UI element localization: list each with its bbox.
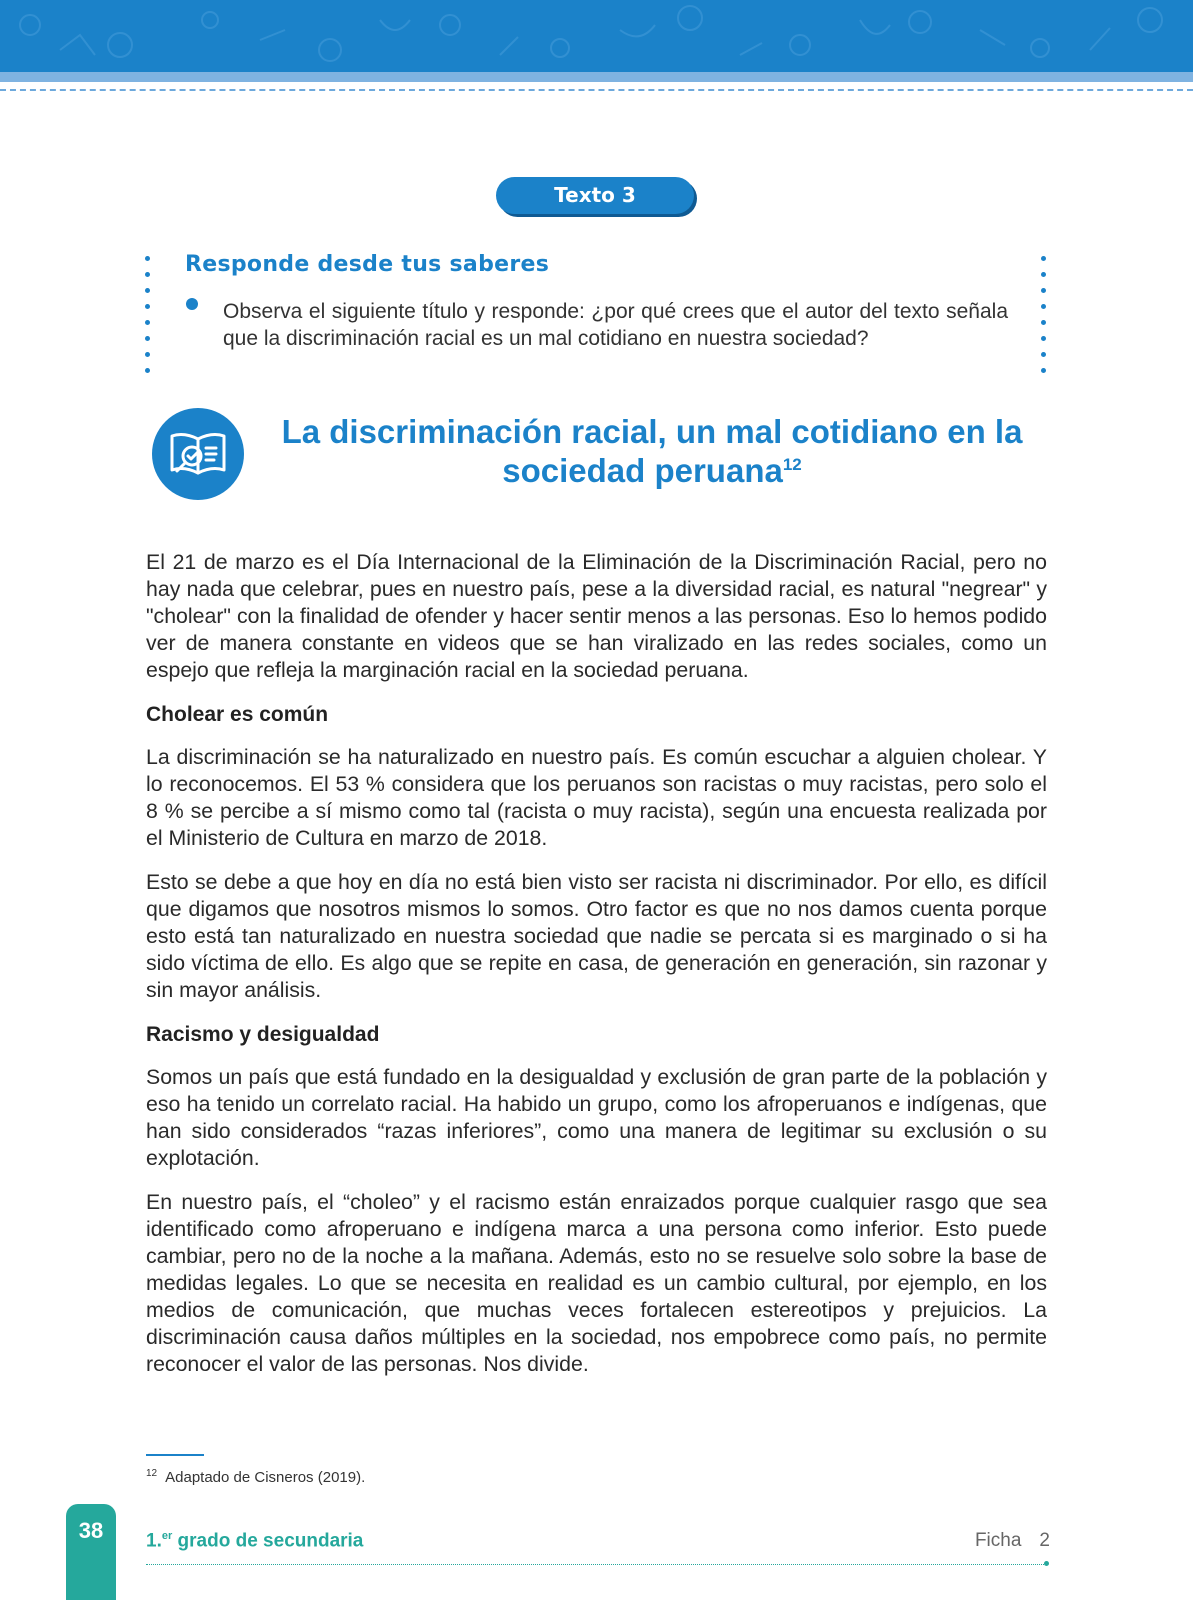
section-heading-racismo: Racismo y desigualdad (146, 1023, 380, 1046)
doodle-pattern (0, 0, 1193, 72)
main-title-text: La discriminación racial, un mal cotidiano en la sociedad peruana (281, 413, 1023, 489)
bullet-icon (186, 298, 198, 310)
saberes-question: Observa el siguiente título y responde: ¿por qué crees que el autor del texto señala que la discriminación racial es un mal cotidiano en nuestra sociedad? (223, 300, 1008, 350)
dotted-border-right (1041, 256, 1047, 378)
text-label-badge: Texto 3 (496, 177, 694, 214)
page-number: 38 (66, 1504, 116, 1600)
ficha-label (975, 1530, 1050, 1552)
grade-rest: grado de secundaria (172, 1530, 364, 1552)
footnote (146, 1468, 365, 1486)
footer-dotted-divider (146, 1564, 1046, 1565)
ficha-number: 2 (1039, 1530, 1050, 1551)
paragraph: En nuestro país, el “choleo” y el racismo están enraizados porque cualquier rasgo que sea identificado como afroperuano e indígena marca a una persona como inferior. Esto puede cambiar, pero no de la noche a la mañana. Además, esto no se resuelve solo sobre la base de medidas legales. Lo que se necesita en realidad es un cambio cultural, por ejemplo, en los medios de comunicación, que muchas veces fortalecen estereotipos y prejuicios. La discriminación causa daños múltiples en la sociedad, nos empobrece como país, no permite reconocer el valor de las personas. Nos divide. (146, 1190, 1047, 1376)
grade-sup: er (161, 1530, 173, 1542)
title-footnote-ref: 12 (782, 455, 802, 474)
paragraph: Somos un país que está fundado en la desigualdad y exclusión de gran parte de la población y eso ha tenido un correlato racial. Ha habido un grupo, como los afroperuanos e indígenas, que han sido considerados “razas inferiores”, como una manera de legitimar su exclusión o su explotación. (146, 1065, 1047, 1170)
paragraph: La discriminación se ha naturalizado en nuestro país. Es común escuchar a alguien cholear. Y lo reconocemos. El 53 % considera que los peruanos son racistas o muy racistas, pero solo el 8 % se percibe a sí mismo como tal (racista o muy racista), según una encuesta realizada por el Ministerio de Cultura en marzo de 2018. (146, 745, 1047, 850)
book-search-icon (152, 408, 244, 500)
section-heading-cholear: Cholear es común (146, 703, 329, 726)
grade-label (146, 1530, 363, 1552)
saberes-heading: Responde desde tus saberes (185, 252, 550, 277)
grade-prefix: 1. (146, 1530, 162, 1552)
footnote-number: 12 (146, 1468, 158, 1479)
footnote-text: Adaptado de Cisneros (2019). (165, 1469, 366, 1486)
top-dashed-divider (0, 89, 1193, 91)
dotted-border-left (145, 256, 151, 378)
main-title (252, 412, 1052, 490)
article-body (146, 549, 1047, 1395)
footer-dot (1044, 1561, 1049, 1566)
paragraph: El 21 de marzo es el Día Internacional de la Eliminación de la Discriminación Racial, pero no hay nada que celebrar, pues en nuestro país, pese a la diversidad racial, es natural "negrear" y "cholear" con la finalidad de ofender y hacer sentir menos a las personas. Eso lo hemos podido ver de manera constante en videos que se han viralizado en las redes sociales, como un espejo que refleja la marginación racial en la sociedad peruana. (146, 550, 1047, 682)
top-stripe (0, 72, 1193, 82)
footnote-rule (146, 1454, 204, 1456)
ficha-text: Ficha (974, 1530, 1022, 1551)
paragraph: Esto se debe a que hoy en día no está bien visto ser racista ni discriminador. Por ello, es difícil que digamos que nosotros mismos lo somos. Otro factor es que no nos damos cuenta porque esto está tan naturalizado en nuestra sociedad que nadie se percata si es marginado o si ha sido víctima de ello. Es algo que se repite en casa, de generación en generación, sin razonar y sin mayor análisis. (146, 870, 1047, 1002)
top-banner (0, 0, 1193, 72)
